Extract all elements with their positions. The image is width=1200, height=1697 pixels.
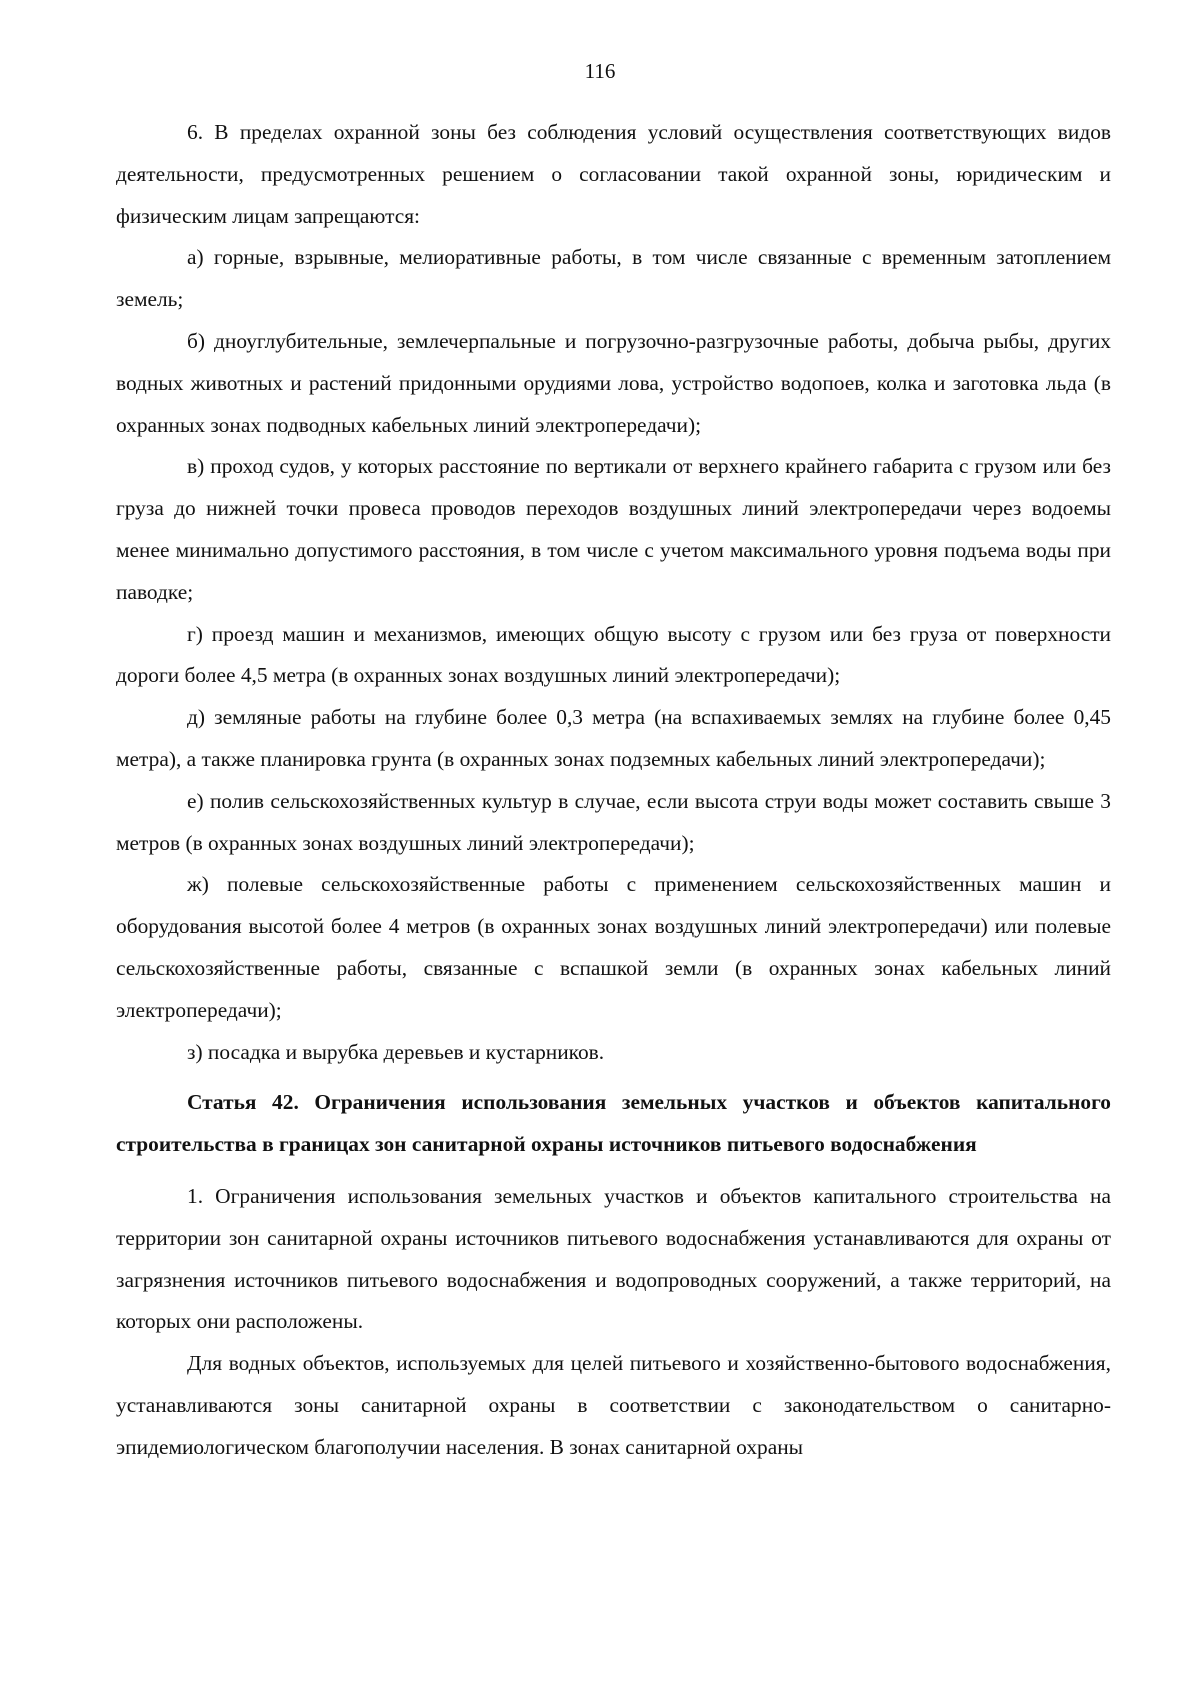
list-item-v: в) проход судов, у которых расстояние по вертикали от верхнего крайнего габарита с грузом или без груза до нижней точки провеса проводов переходов воздушных линий электропередачи через водоемы менее минимально допустимого расстояния, в том числе с учетом максимального уровня подъема воды при паводке; (116, 454, 1111, 604)
document-body (116, 112, 1111, 1469)
list-item-e: е) полив сельскохозяйственных культур в случае, если высота струи воды может составить свыше 3 метров (в охранных зонах воздушных линий электропередачи); (116, 788, 1111, 855)
article-heading: Статья 42. Ограничения использования земельных участков и объектов капитального строительства в границах зон санитарной охраны источников питьевого водоснабжения (116, 1090, 1111, 1157)
article-paragraph-1: 1. Ограничения использования земельных участков и объектов капитального строительства на территории зон санитарной охраны источников питьевого водоснабжения устанавливаются для охраны от загрязнения источников питьевого водоснабжения и водопроводных сооружений, а также территорий, на которых они расположены. (116, 1183, 1111, 1334)
list-item-a: а) горные, взрывные, мелиоративные работы, в том числе связанные с временным затоплением земель; (116, 245, 1111, 312)
list-item-g: г) проезд машин и механизмов, имеющих общую высоту с грузом или без груза от поверхности дороги более 4,5 метра (в охранных зонах воздушных линий электропередачи); (116, 621, 1111, 688)
paragraph-6: 6. В пределах охранной зоны без соблюдения условий осуществления соответствующих видов деятельности, предусмотренных решением о согласовании такой охранной зоны, юридическим и физическим лицам запрещаются: (116, 120, 1111, 228)
article-paragraph-2: Для водных объектов, используемых для целей питьевого и хозяйственно-бытового водоснабжения, устанавливаются зоны санитарной охраны в соответствии с законодательством о санитарно-эпидемиологическом благополучии населения. В зонах санитарной охраны (116, 1351, 1111, 1459)
page-number: 116 (584, 59, 616, 83)
list-item-z: з) посадка и вырубка деревьев и кустарников. (187, 1039, 605, 1064)
list-item-b: б) дноуглубительные, землечерпальные и погрузочно-разгрузочные работы, добыча рыбы, других водных животных и растений придонными орудиями лова, устройство водопоев, колка и заготовка льда (в охранных зонах подводных кабельных линий электропередачи); (116, 328, 1111, 437)
list-item-d: д) земляные работы на глубине более 0,3 метра (на вспахиваемых землях на глубине более 0,45 метра), а также планировка грунта (в охранных зонах подземных кабельных линий электропередачи); (116, 705, 1111, 771)
list-item-zh: ж) полевые сельскохозяйственные работы с применением сельскохозяйственных машин и оборудования высотой более 4 метров (в охранных зонах воздушных линий электропередачи) или полевые сельскохозяйственные работы, связанные с вспашкой земли (в охранных зонах кабельных линий электропередачи); (116, 872, 1111, 1022)
